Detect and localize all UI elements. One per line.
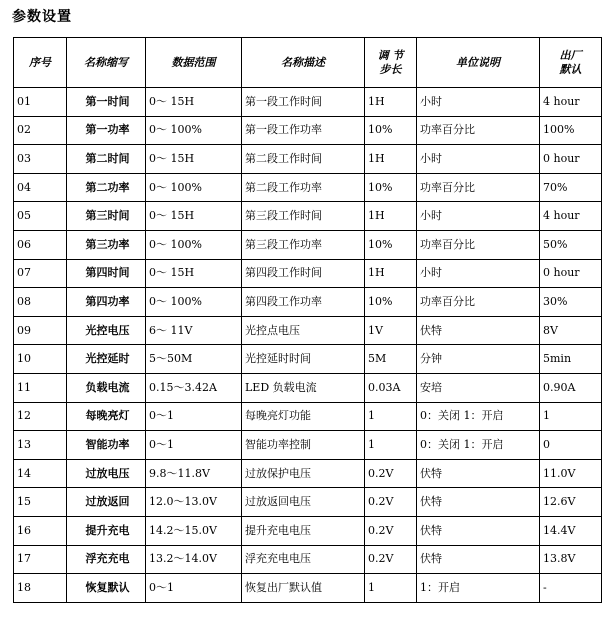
cell-desc: 第一段工作时间	[242, 88, 365, 117]
header-desc: 名称描述	[242, 38, 365, 88]
table-row	[14, 431, 602, 460]
cell-unit: 0：关闭 1：开启	[417, 402, 540, 431]
cell-range: 12.0～13.0V	[146, 488, 242, 517]
cell-step: 1H	[365, 88, 417, 117]
header-step	[365, 38, 417, 88]
cell-name: 第一时间	[67, 88, 146, 117]
cell-range: 0.15～3.42A	[146, 373, 242, 402]
cell-no: 17	[14, 545, 67, 574]
cell-step: 1H	[365, 145, 417, 174]
cell-step: 10%	[365, 230, 417, 259]
cell-unit: 功率百分比	[417, 230, 540, 259]
cell-name: 恢复默认	[67, 574, 146, 603]
cell-step: 0.2V	[365, 545, 417, 574]
cell-range: 0～1	[146, 574, 242, 603]
cell-no: 03	[14, 145, 67, 174]
header-step-line1: 调 节	[377, 48, 404, 62]
cell-unit: 小时	[417, 202, 540, 231]
table-row	[14, 88, 602, 117]
cell-unit: 伏特	[417, 316, 540, 345]
cell-default: 13.8V	[540, 545, 602, 574]
cell-name: 第三时间	[67, 202, 146, 231]
cell-desc: 恢复出厂默认值	[242, 574, 365, 603]
cell-step: 1H	[365, 259, 417, 288]
cell-name: 第四功率	[67, 288, 146, 317]
table-row	[14, 288, 602, 317]
table-row	[14, 173, 602, 202]
cell-name: 智能功率	[67, 431, 146, 460]
cell-default: 0.90A	[540, 373, 602, 402]
cell-name: 第二时间	[67, 145, 146, 174]
cell-no: 15	[14, 488, 67, 517]
table-row	[14, 545, 602, 574]
cell-default: 14.4V	[540, 516, 602, 545]
cell-unit: 功率百分比	[417, 288, 540, 317]
cell-unit: 伏特	[417, 545, 540, 574]
cell-no: 06	[14, 230, 67, 259]
table-row	[14, 145, 602, 174]
header-unit: 单位说明	[417, 38, 540, 88]
cell-desc: LED 负载电流	[242, 373, 365, 402]
table-body	[14, 88, 602, 603]
cell-default: 70%	[540, 173, 602, 202]
cell-step: 5M	[365, 345, 417, 374]
cell-default: 12.6V	[540, 488, 602, 517]
cell-no: 11	[14, 373, 67, 402]
cell-no: 05	[14, 202, 67, 231]
cell-step: 0.2V	[365, 488, 417, 517]
cell-range: 0～ 100%	[146, 230, 242, 259]
cell-range: 0～ 100%	[146, 173, 242, 202]
cell-name: 光控延时	[67, 345, 146, 374]
cell-default: -	[540, 574, 602, 603]
cell-no: 02	[14, 116, 67, 145]
cell-no: 04	[14, 173, 67, 202]
cell-desc: 第三段工作功率	[242, 230, 365, 259]
cell-desc: 第一段工作功率	[242, 116, 365, 145]
cell-name: 第二功率	[67, 173, 146, 202]
cell-step: 1	[365, 431, 417, 460]
header-name: 名称缩写	[67, 38, 146, 88]
cell-name: 过放电压	[67, 459, 146, 488]
table-row	[14, 373, 602, 402]
cell-range: 0～ 15H	[146, 202, 242, 231]
header-default-line1: 出厂	[559, 48, 582, 62]
table-row	[14, 202, 602, 231]
cell-default: 0 hour	[540, 145, 602, 174]
cell-desc: 每晚亮灯功能	[242, 402, 365, 431]
cell-no: 08	[14, 288, 67, 317]
cell-range: 5～50M	[146, 345, 242, 374]
cell-range: 0～1	[146, 431, 242, 460]
cell-no: 12	[14, 402, 67, 431]
header-no: 序号	[14, 38, 67, 88]
cell-default: 0	[540, 431, 602, 460]
cell-name: 光控电压	[67, 316, 146, 345]
cell-name: 第三功率	[67, 230, 146, 259]
cell-range: 0～ 15H	[146, 259, 242, 288]
cell-unit: 功率百分比	[417, 173, 540, 202]
cell-default: 50%	[540, 230, 602, 259]
cell-desc: 第二段工作功率	[242, 173, 365, 202]
cell-desc: 提升充电电压	[242, 516, 365, 545]
parameter-table	[13, 37, 602, 603]
cell-unit: 伏特	[417, 516, 540, 545]
cell-unit: 小时	[417, 145, 540, 174]
cell-no: 18	[14, 574, 67, 603]
cell-step: 1V	[365, 316, 417, 345]
cell-range: 6～ 11V	[146, 316, 242, 345]
cell-no: 16	[14, 516, 67, 545]
table-row	[14, 116, 602, 145]
cell-unit: 伏特	[417, 459, 540, 488]
cell-unit: 小时	[417, 259, 540, 288]
cell-step: 1	[365, 402, 417, 431]
cell-unit: 功率百分比	[417, 116, 540, 145]
cell-name: 每晚亮灯	[67, 402, 146, 431]
table-header-row	[14, 38, 602, 88]
cell-no: 07	[14, 259, 67, 288]
cell-range: 0～1	[146, 402, 242, 431]
table-row	[14, 345, 602, 374]
table-row	[14, 230, 602, 259]
cell-desc: 光控延时时间	[242, 345, 365, 374]
page-title: 参数设置	[12, 9, 72, 25]
cell-range: 0～ 15H	[146, 145, 242, 174]
cell-step: 1	[365, 574, 417, 603]
cell-step: 0.2V	[365, 516, 417, 545]
cell-step: 0.2V	[365, 459, 417, 488]
cell-unit: 安培	[417, 373, 540, 402]
cell-range: 0～ 100%	[146, 116, 242, 145]
table-row	[14, 459, 602, 488]
cell-default: 11.0V	[540, 459, 602, 488]
table-row	[14, 402, 602, 431]
cell-desc: 浮充充电电压	[242, 545, 365, 574]
table-row	[14, 516, 602, 545]
table-row	[14, 259, 602, 288]
header-default	[540, 38, 602, 88]
cell-unit: 伏特	[417, 488, 540, 517]
table-row	[14, 316, 602, 345]
cell-desc: 第二段工作时间	[242, 145, 365, 174]
cell-step: 10%	[365, 288, 417, 317]
cell-default: 4 hour	[540, 202, 602, 231]
cell-unit: 1：开启	[417, 574, 540, 603]
cell-default: 4 hour	[540, 88, 602, 117]
cell-desc: 过放保护电压	[242, 459, 365, 488]
cell-name: 第四时间	[67, 259, 146, 288]
cell-default: 30%	[540, 288, 602, 317]
cell-default: 8V	[540, 316, 602, 345]
cell-name: 过放返回	[67, 488, 146, 517]
table-row	[14, 574, 602, 603]
cell-desc: 智能功率控制	[242, 431, 365, 460]
cell-range: 0～ 100%	[146, 288, 242, 317]
cell-range: 9.8～11.8V	[146, 459, 242, 488]
cell-range: 0～ 15H	[146, 88, 242, 117]
header-step-line2: 步长	[379, 62, 402, 76]
cell-desc: 第四段工作时间	[242, 259, 365, 288]
cell-unit: 0：关闭 1：开启	[417, 431, 540, 460]
cell-name: 第一功率	[67, 116, 146, 145]
cell-step: 10%	[365, 116, 417, 145]
cell-step: 0.03A	[365, 373, 417, 402]
cell-name: 提升充电	[67, 516, 146, 545]
cell-no: 09	[14, 316, 67, 345]
cell-no: 10	[14, 345, 67, 374]
cell-default: 5min	[540, 345, 602, 374]
cell-desc: 光控点电压	[242, 316, 365, 345]
cell-default: 100%	[540, 116, 602, 145]
cell-desc: 第四段工作功率	[242, 288, 365, 317]
cell-default: 0 hour	[540, 259, 602, 288]
cell-no: 14	[14, 459, 67, 488]
cell-step: 1H	[365, 202, 417, 231]
cell-range: 13.2～14.0V	[146, 545, 242, 574]
cell-default: 1	[540, 402, 602, 431]
cell-desc: 过放返回电压	[242, 488, 365, 517]
cell-unit: 小时	[417, 88, 540, 117]
header-range: 数据范围	[146, 38, 242, 88]
cell-no: 01	[14, 88, 67, 117]
cell-name: 负载电流	[67, 373, 146, 402]
cell-range: 14.2～15.0V	[146, 516, 242, 545]
header-default-line2: 默认	[559, 62, 582, 76]
cell-step: 10%	[365, 173, 417, 202]
cell-desc: 第三段工作时间	[242, 202, 365, 231]
cell-no: 13	[14, 431, 67, 460]
cell-name: 浮充充电	[67, 545, 146, 574]
table-row	[14, 488, 602, 517]
cell-unit: 分钟	[417, 345, 540, 374]
